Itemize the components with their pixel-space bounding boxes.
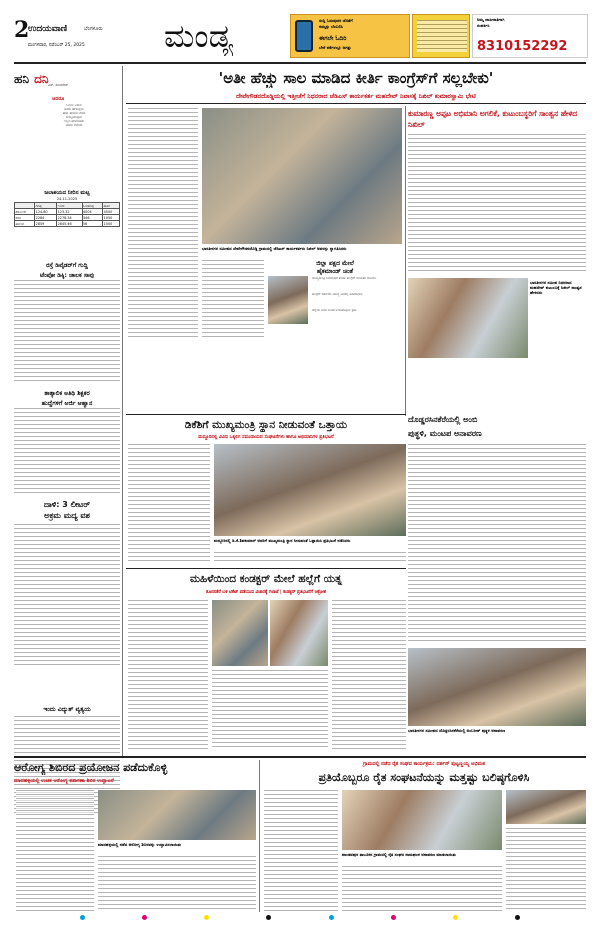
lead-body-col1 bbox=[128, 108, 198, 338]
bottom-left-body-col2 bbox=[98, 856, 256, 912]
verse-title: ಆದರೂ bbox=[52, 96, 65, 102]
mid-right-sub: ಪುತ್ಥಳಿ, ಮಂಟಪ ಅನಾವರಣ bbox=[408, 429, 482, 438]
mid-body-col1 bbox=[128, 444, 210, 564]
right-top-caption: ಭಾರತೀನಗರ ಸಮೀಪ ನಿಧನರಾದ ಮಹದೇವ್ ಕುಟುಂಬಕ್ಕೆ ನಿಖಿಲ್ ಸಾಂತ್ವನ ಹೇಳಿದರು bbox=[530, 280, 582, 295]
box-bullet: ಜಿಲ್ಲೆಯ ಜನರ ನಂಬಿಕೆ ಉಳಿಸಿಕೊಳ್ಳಲು ಶ್ರಮ bbox=[312, 308, 357, 312]
logo-prefix: ಹನಿ bbox=[14, 72, 29, 86]
mid-body-col2 bbox=[214, 552, 406, 564]
lead-photo bbox=[202, 108, 402, 244]
ad-box-left: ಸುದ್ದಿ ಓದುವುದರ ಜೊತೆಗೆ ನಮ್ಮನ್ನು ಬೆಂಬಲಿಸಿ ಈಗಲೇ ಓದಿರಿ ಬೇರೆ ಕಡೆಗಳಲ್ಲೂ ಜಗತ್ತು bbox=[290, 14, 410, 58]
ad-box-right: ನಿಮ್ಮ ಜಾಹೀರಾತಿಗಾಗಿ ಸಂಪರ್ಕಿಸಿ 8310152292 bbox=[472, 14, 588, 58]
conductor-body-col3 bbox=[332, 600, 406, 750]
story-power-cut: ಇಂದು ವಿದ್ಯುತ್ ವ್ಯತ್ಯಯ bbox=[14, 706, 120, 816]
left-column bbox=[14, 66, 120, 912]
page-number: 2 bbox=[14, 18, 30, 42]
bottom-right-portrait bbox=[506, 790, 586, 824]
bottom-right-headline: ಪ್ರತಿಯೊಬ್ಬರೂ ರೈತ ಸಂಘಟನೆಯನ್ನು ಮತ್ತಷ್ಟು ಬಲಿಷ್ಠಗೊಳಿಸಿ bbox=[318, 771, 530, 784]
conductor-subhead: ತೂಬಿನಕೆರೆ ಬಳಿ ಟಿಕೆಟ್ ಪಡೆಯುವ ವಿಚಾರಕ್ಕೆ ಗಲಾಟೆ | ಕಂಡಕ್ಟರ್ ಪ್ರತಿಭಟನೆಗೆ ಆಕ್ರೋಶ bbox=[205, 590, 327, 595]
table-row: ಕಬಿನಿ 2284 2278.34 346 1050 bbox=[15, 215, 120, 221]
bottom-right-caption: ಪಾಂಡವಪುರ ತಾಲೂಕಿನ ಗ್ರಾಮದಲ್ಲಿ ರೈತ ಸಂಘದ ನಾಮಫಲಕ ಅನಾವರಣ ಮಾಡಲಾಯಿತು bbox=[342, 852, 456, 857]
bottom-right-body-col1 bbox=[264, 790, 338, 912]
phone-icon bbox=[295, 20, 313, 52]
bottom-right-body-col2 bbox=[342, 866, 502, 912]
ad-box-middle bbox=[412, 14, 470, 58]
color-registration-marks bbox=[80, 915, 520, 921]
conductor-body-col1 bbox=[128, 600, 208, 750]
right-top-photo bbox=[408, 278, 528, 358]
masthead bbox=[14, 18, 586, 62]
lead-subhead: ದೇವೇಗೌಡನದೊಡ್ಡಿಯಲ್ಲಿ ಇತ್ತೀಚೆಗೆ ನಿಧನರಾದ ಜೆಡಿಎಸ್ ಕಾರ್ಯಕರ್ತ ಮಹದೇವ್ ನಿವಾಸಕ್ಕೆ ನಿಖಿಲ್ ಕುಮಾರಸ್ವಾಮಿ ಭೇಟಿ bbox=[236, 93, 476, 100]
mid-right-body bbox=[408, 444, 586, 644]
box-bullet: ಮುಖ್ಯಮಂತ್ರಿ ಬದಲಾವಣೆ ಕುರಿತು ಕಾಂಗ್ರೆಸ್ ನಾಯಕರ ಗೊಂದಲ bbox=[312, 276, 377, 280]
conductor-photo-2 bbox=[270, 600, 328, 666]
table-title: ಜಲಾಶಯದ ನೀರಿನ ಮಟ್ಟ bbox=[44, 190, 90, 196]
mid-subhead: ಮದ್ದೂರಿನಲ್ಲಿ ವಿವಿಧ ಒಕ್ಕಲಿಗ ಸಮುದಾಯದ ಸಂಘಟನೆಗಳು ಹಾಗೂ ಅಭಿಮಾನಿಗಳ ಪ್ರತಿಭಟನೆ bbox=[198, 435, 334, 440]
date-line: ಮಂಗಳವಾರ, ನವೆಂಬರ್ 25, 2025 bbox=[28, 43, 85, 48]
hani-dani-logo bbox=[14, 68, 120, 90]
bottom-left-headline: ಆರೋಗ್ಯ ಶಿಬಿರದ ಪ್ರಯೋಜನ ಪಡೆದುಕೊಳ್ಳಿ bbox=[14, 761, 168, 774]
table-date: 24-11-2025 bbox=[56, 197, 78, 201]
district-title: ಮಂಡ್ಯ bbox=[164, 17, 234, 55]
edition-label: ಬೆಂಗಳೂರು bbox=[84, 26, 103, 32]
conductor-headline: ಮಹಿಳೆಯಿಂದ ಕಂಡಕ್ಟರ್ ಮೇಲೆ ಹಲ್ಲೆಗೆ ಯತ್ನ bbox=[190, 573, 342, 585]
mid-headline: ಡಿಕೆಶಿಗೆ ಮುಖ್ಯಮಂತ್ರಿ ಸ್ಥಾನ ನೀಡುವಂತೆ ಒತ್ತಾಯ bbox=[184, 419, 348, 431]
bottom-left-caption: ಮಾದಹಳ್ಳಿಯಲ್ಲಿ ನಡೆದ ಆರೋಗ್ಯ ಶಿಬಿರವನ್ನು ಉದ್ಘಾಟಿಸಲಾಯಿತು bbox=[98, 842, 182, 847]
ad-phone: 8310152292 bbox=[477, 39, 568, 54]
reservoir-table bbox=[14, 190, 120, 256]
masthead-rule bbox=[14, 62, 586, 64]
story-accident: ರಸ್ತೆ ಡಿವೈಡರ್‌ಗೆ ಗುದ್ದಿ ಟೆಂಪೋ ಡಿಕ್ಕಿ: ಚಾಲಕ ಸಾವು bbox=[14, 262, 120, 384]
story-teachers: ತಾತ್ಕಾಲಿಕ ಅತಿಥಿ ಶಿಕ್ಷಕರ ಹುದ್ದೆಗಳಿಗೆ ಅರ್ಜಿ ಆಹ್ವಾನ bbox=[14, 390, 120, 494]
logo-author: ಎಸ್. ಸುಂದರೇಶ್ bbox=[48, 83, 69, 87]
bottom-right-body-col3 bbox=[506, 828, 586, 912]
paper-name: ಉದಯವಾಣಿ bbox=[28, 24, 68, 34]
bottom-right-photo bbox=[342, 790, 502, 850]
lead-info-box: ಜಿಲ್ಲಾ ಪಕ್ಷದ ಮೇಲೆ ಹೈಕಮಾಂಡ್ ಚಿಂತೆ ಮುಖ್ಯಮಂತ್ರಿ ಬದಲಾವಣೆ ಕುರಿತು ಕಾಂಗ್ರೆಸ್ ನಾಯಕರ ಗೊಂದಲ ಕಾಂಗ್ರೆಸ್ ಸರ್ಕಾರದ ವಿರುದ್ಧ ಜನರಲ್ಲಿ ಅಸಮಾಧಾನ ಜಿಲ್ಲೆಯ ಜನರ ನಂಬಿಕೆ ಉಳಿಸಿಕೊಳ್ಳಲು ಶ್ರಮ bbox=[268, 260, 402, 338]
bottom-left-photo bbox=[98, 790, 256, 840]
table-row: ಹಾರಂಗಿ 2859 2845.46 56 1500 bbox=[15, 221, 120, 227]
box-bullet: ಕಾಂಗ್ರೆಸ್ ಸರ್ಕಾರದ ವಿರುದ್ಧ ಜನರಲ್ಲಿ ಅಸಮಾಧಾನ bbox=[312, 292, 363, 296]
conductor-photo-1 bbox=[212, 600, 268, 666]
bottom-left-subhead: ಮಾದಹಳ್ಳಿಯಲ್ಲಿ ಉಚಿತ ಆರೋಗ್ಯ ತಪಾಸಣಾ ಶಿಬಿರ ಉದ್ಘಾಟನೆ bbox=[14, 778, 114, 784]
table-row: ಕೆಆರ್ಎಸ್ 124.80 123.32 4004 4500 bbox=[15, 209, 120, 215]
lead-photo-caption: ಭಾರತೀನಗರ ಸಮೀಪದ ದೇವೇಗೌಡನದೊಡ್ಡಿ ಗ್ರಾಮದಲ್ಲಿ ಜೆಡಿಎಸ್ ಕಾರ್ಯಕರ್ತರು ನಿಖಿಲ್ ಅವರನ್ನು ಸ್ವಾಗತಿಸಿದರು bbox=[202, 246, 347, 251]
mid-right-headline: ದೊಡ್ಡರಸಿನಕೆರೆಯಲ್ಲಿ ಅಂಬಿ bbox=[408, 415, 478, 424]
reservoir-level-table: ಗರಿಷ್ಠ ಇಂದು ಒಳಹರಿವು ಹೊರ ಕೆಆರ್ಎಸ್ 124.80 123.32 4004 4500 ಕಬಿನಿ 2284 2278.34 346 1050 ಹಾರಂಗಿ 2859 2845.46 56 1500 bbox=[14, 202, 120, 227]
conductor-body-col2 bbox=[212, 670, 328, 750]
logo-main: ದನಿ bbox=[34, 72, 49, 86]
mid-right-caption: ಭಾರತೀನಗರ ಸಮೀಪದ ದೊಡ್ಡರಸಿನಕೆರೆಯಲ್ಲಿ ಅಂಬರೀಶ್ ಪುತ್ಥಳಿ ಅನಾವರಣ bbox=[408, 728, 506, 733]
bottom-left-body-col1 bbox=[16, 790, 94, 912]
bottom-right-kicker: ಗ್ರಾಮದಲ್ಲಿ ನಡೆದ ರೈತ ಸಂಘದ ಕಾರ್ಯಕ್ರಮ: ದರ್ಶನ್ ಪುಟ್ಟಣ್ಣಯ್ಯ ಅಭಿಮತ bbox=[362, 761, 486, 767]
story-liquor: ದಾಳಿ: 3 ಲೀಟರ್ ಅಕ್ರಮ ಮದ್ಯ ವಶ bbox=[14, 500, 120, 668]
lead-headline: 'ಅತೀ ಹೆಚ್ಚು ಸಾಲ ಮಾಡಿದ ಕೀರ್ತಿ ಕಾಂಗ್ರೆಸ್‌ಗೆ ಸಲ್ಲಬೇಕು' bbox=[218, 69, 494, 87]
right-top-headline: ಕುಮಾರಣ್ಣ ಅಪ್ಪಟ ಅಭಿಮಾನಿ ಅಗಲಿಕೆ, ಕುಟುಂಬಸ್ಥರಿಗೆ ಸಾಂತ್ವನ ಹೇಳಿದ ನಿಖಿಲ್ bbox=[408, 109, 578, 129]
left-column-rule bbox=[122, 66, 123, 756]
right-top-body bbox=[408, 134, 586, 274]
mid-photo bbox=[214, 444, 406, 536]
lead-body-col2 bbox=[202, 260, 264, 338]
box-photo bbox=[268, 276, 308, 324]
verse: ಓದಲು ಬರುವ ಅವರು ಹೇಳುವುದು ಹೆಚ್ಚು ಹೇಳುವ ಬೇಸರ ಸುಮ್ಮನಿರುವುದು ಇಲ್ಲದ ಹೇಳುವವರು ಯಾರು ನೆನೆದರು bbox=[62, 103, 86, 128]
mid-right-photo bbox=[408, 648, 586, 726]
mid-photo-caption: ಮದ್ದೂರಿನಲ್ಲಿ ಡಿ.ಕೆ.ಶಿವಕುಮಾರ್ ಅವರಿಗೆ ಮುಖ್ಯಮಂತ್ರಿ ಸ್ಥಾನ ನೀಡುವಂತೆ ಒತ್ತಾಯಿಸಿ ಪ್ರತಿಭಟನೆ ನಡೆಸಿದರು bbox=[214, 538, 351, 543]
